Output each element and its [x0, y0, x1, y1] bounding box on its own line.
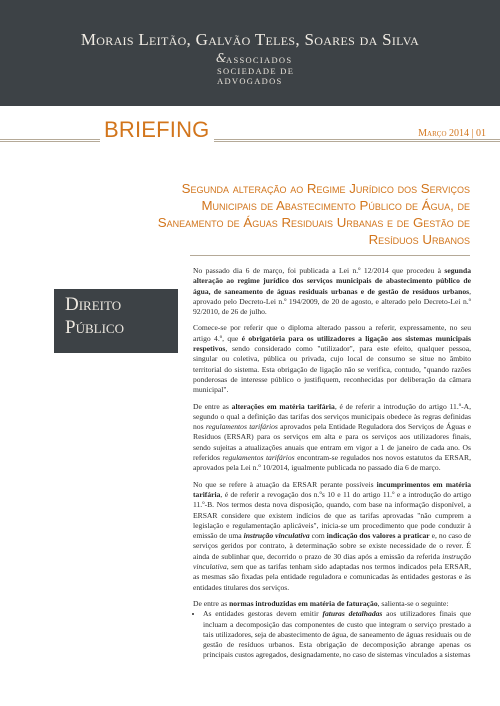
paragraph: Comece-se por referir que o diploma alterado passou a referir, expressamente, no seu artigo 4.º, que é obrigatória para os utilizadores a ligação aos sistemas municipais respetivos, sendo considerado como "utilizador", para este efeito, qualquer pessoa, singular ou coletiva, pública ou privada, cujo local de consumo se situe no âmbito territorial do sistema. Esta obrigação de ligação não se verifica, contudo, "quando razões ponderosas de interesse público o justifiquem, reconhecidas por deliberação da câmara municipal". — [193, 323, 471, 395]
article-title: Segunda alteração ao Regime Jurídico dos Serviços Municipais de Abastecimento Público de Água, de Saneamento de Águas Residuais Urbanas e de Gestão de Resíduos Urbanos — [157, 181, 470, 247]
ampersand-mark: & — [216, 51, 228, 65]
briefing-rule-bottom — [0, 141, 500, 142]
practice-area-line-1: Direito — [65, 294, 122, 315]
header-banner — [0, 0, 500, 106]
assoc-line-1: ASSOCIADOS — [226, 55, 293, 65]
briefing-rule-top — [0, 139, 500, 140]
firm-name: Morais Leitão, Galvão Teles, Soares da Silva — [80, 30, 420, 49]
paragraph: De entre as alterações em matéria tarifária, é de referir a introdução do artigo 11.º-A, segundo o qual a definição das tarifas dos serviços municipais obedece às regras definidas nos regulamentos tarifários aprovados pela Entidade Reguladora dos Serviços de Águas e Resíduos (ERSAR) para os serviços em alta e para os serviços aos utilizadores finais, sendo sujeitas a atualizações anuais que entram em vigor a 1 de janeiro de cada ano. Os referidos regulamentos tarifários encontram-se regulados nos novos estatutos da ERSAR, aprovados pela Lei n.º 10/2014, igualmente publicada no passado dia 6 de março. — [193, 401, 471, 473]
practice-area-line-2: Público — [65, 317, 124, 338]
title-divider — [190, 255, 470, 256]
paragraph: De entre as normas introduzidas em matéria de faturação, salienta-se o seguinte: — [193, 598, 449, 608]
list-item: • As entidades gestoras devem emitir faturas detalhadas aos utilizadores finais que incluam a decomposição das componentes de custo que integram o serviço prestado a tais utilizadores, seja de abastecimento de água, de saneamento de águas residuais ou de gestão de resíduos urbanos. Esta obrigação de decomposição abrange apenas os principais custos agregados, designadamente, no caso de sistemas vinculados a sistemas — [203, 609, 471, 660]
paragraph: No passado dia 6 de março, foi publicada a Lei n.º 12/2014 que procedeu à segunda alteração ao regime jurídico dos serviços municipais de abastecimento público de água, de saneamento de águas residuais urbanas e de gestão de resíduos urbanos, aprovado pelo Decreto-Lei n.º 194/2009, de 20 de agosto, e alterado pelo Decreto-Lei n.º 92/2010, de 26 de julho. — [193, 266, 471, 317]
firm-subtitle — [216, 51, 295, 87]
assoc-line-2: SOCIEDADE DE — [217, 65, 295, 76]
paragraph: No que se refere à atuação da ERSAR perante possíveis incumprimentos em matéria tarifária, é de referir a revogação dos n.ºs 10 e 11 do artigo 11.º e a introdução do artigo 11.º-B. Nos termos desta nova disposição, quando, com base na informação disponível, a ERSAR considere que existem indícios de que as tarifas aprovadas "não cumprem a legislação e regulamentação aplicáveis", inicia-se um procedimento que pode conduzir à emissão de uma instrução vinculativa com indicação dos valores a praticar e, no caso de serviços geridos por contrato, à determinação sobre se existe necessidade de o rever. É ainda de sublinhar que, decorrido o prazo de 30 dias após a emissão da referida instrução vinculativa, sem que as tarifas tenham sido adaptadas nos termos indicados pela ERSAR, as mesmas são fixadas pela entidade reguladora e comunicadas às entidades gestoras e às entidades titulares dos serviços. — [193, 479, 472, 592]
bullet-list — [193, 609, 471, 660]
practice-area-box — [54, 289, 178, 353]
article-body — [193, 266, 471, 661]
briefing-label: BRIEFING — [100, 117, 214, 143]
assoc-line-3: ADVOGADOS — [217, 76, 283, 86]
issue-date: Março 2014 | 01 — [418, 128, 486, 139]
